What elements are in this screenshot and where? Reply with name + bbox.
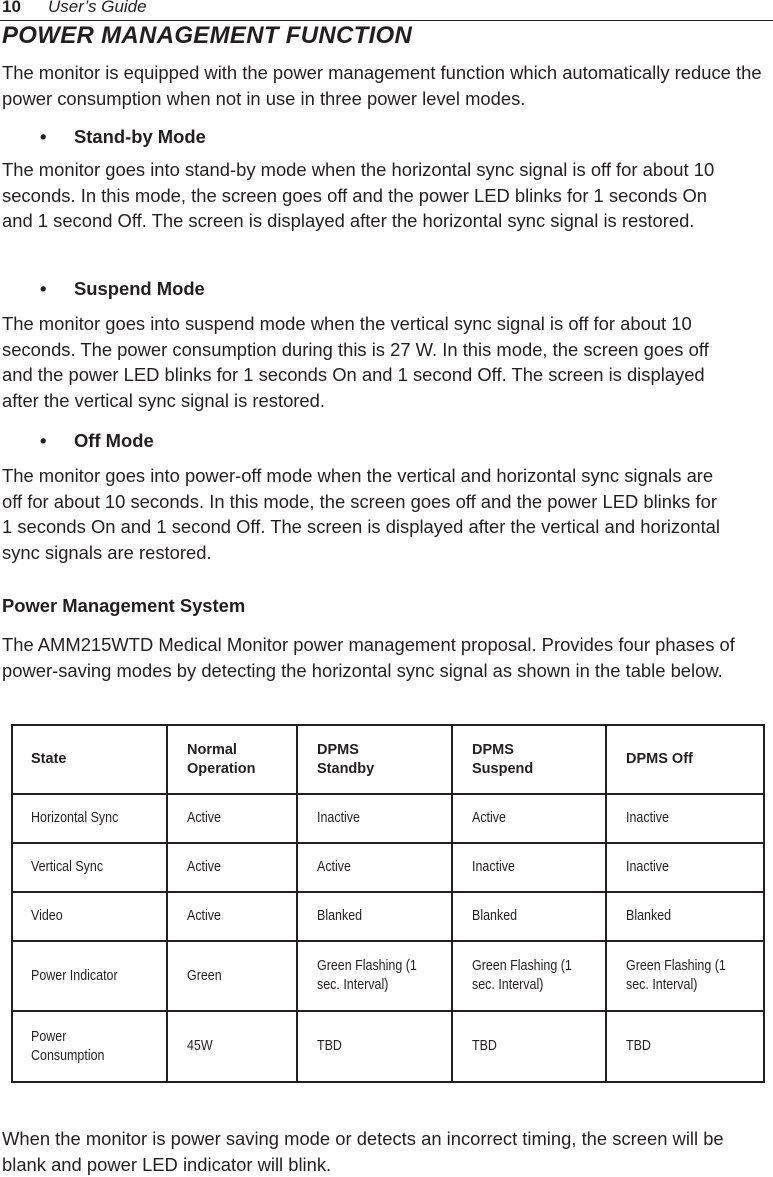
table-cell: TBD: [452, 1011, 606, 1082]
table-cell: Power Consumption: [12, 1011, 167, 1082]
page-header: [0, 0, 773, 21]
table-cell: Blanked: [297, 892, 452, 941]
off-mode-description: The monitor goes into power-off mode when the vertical and horizontal sync signals are off for about 10 seconds. In this mode, the screen goes off and the power LED blinks for 1 seconds On and 1 second Off. The screen is displayed after the vertical and horizontal sync signals are restored.: [2, 465, 720, 563]
guide-label: User’s Guide: [48, 0, 147, 16]
page-number: 10: [2, 0, 21, 16]
power-management-system-intro: The AMM215WTD Medical Monitor power management proposal. Provides four phases of power-saving modes by detecting the horizontal sync signal as shown in the table below.: [2, 634, 735, 681]
table-cell: Inactive: [297, 794, 452, 843]
table-cell: Blanked: [606, 892, 764, 941]
table-row: [12, 892, 764, 941]
table-cell: Active: [167, 794, 297, 843]
standby-mode-label: Stand-by Mode: [74, 126, 206, 147]
table-cell: Green Flashing (1 sec. Interval): [452, 941, 606, 1011]
bullet-icon: •: [40, 126, 47, 147]
table-cell: Active: [167, 892, 297, 941]
table-cell: Video: [12, 892, 167, 941]
table-cell: Active: [167, 843, 297, 892]
footer-note: When the monitor is power saving mode or detects an incorrect timing, the screen will be blank and power LED indicator will blink.: [2, 1128, 724, 1175]
table-cell: Green: [167, 941, 297, 1011]
off-mode-heading: [40, 428, 154, 454]
suspend-mode-label: Suspend Mode: [74, 278, 205, 299]
table-cell: TBD: [297, 1011, 452, 1082]
standby-mode-heading: [40, 124, 206, 150]
table-cell: TBD: [606, 1011, 764, 1082]
table-cell: Inactive: [606, 843, 764, 892]
table-header-row: [12, 725, 764, 794]
header-dpms-off: DPMS Off: [606, 725, 764, 794]
table-row: [12, 794, 764, 843]
bullet-icon: •: [40, 430, 47, 451]
table-cell: Blanked: [452, 892, 606, 941]
header-dpms-suspend: DPMS Suspend: [452, 725, 606, 794]
table-cell: 45W: [167, 1011, 297, 1082]
off-mode-label: Off Mode: [74, 430, 154, 451]
standby-mode-description: The monitor goes into stand-by mode when the horizontal sync signal is off for about 10 seconds. In this mode, the screen goes off and the power LED blinks for 1 seconds On and 1 second Off. The screen is displayed after the horizontal sync signal is restored.: [2, 159, 715, 231]
power-management-system-heading: Power Management System: [2, 595, 246, 616]
table-cell: Power Indicator: [12, 941, 167, 1011]
table-cell: Inactive: [452, 843, 606, 892]
section-title: POWER MANAGEMENT FUNCTION: [2, 22, 413, 49]
table-cell: Active: [297, 843, 452, 892]
suspend-mode-description: The monitor goes into suspend mode when the vertical sync signal is off for about 10 seconds. The power consumption during this is 27 W. In this mode, the screen goes off and the power LED blinks for 1 seconds On and 1 second Off. The screen is displayed after the vertical sync signal is restored.: [2, 313, 709, 411]
table-row: [12, 843, 764, 892]
table-cell: Active: [452, 794, 606, 843]
suspend-mode-heading: [40, 276, 205, 302]
bullet-icon: •: [40, 278, 47, 299]
table-cell: Vertical Sync: [12, 843, 167, 892]
table-cell: Green Flashing (1 sec. Interval): [606, 941, 764, 1011]
table-cell: Horizontal Sync: [12, 794, 167, 843]
table-cell: Inactive: [606, 794, 764, 843]
header-state: State: [12, 725, 167, 794]
header-dpms-standby: DPMS Standby: [297, 725, 452, 794]
table-row: [12, 1011, 764, 1082]
table-cell: Green Flashing (1 sec. Interval): [297, 941, 452, 1011]
table-row: [12, 941, 764, 1011]
header-normal-operation: Normal Operation: [167, 725, 297, 794]
power-management-table: [11, 724, 765, 1083]
intro-paragraph: The monitor is equipped with the power management function which automatically reduce the power consumption when not in use in three power level modes.: [2, 62, 762, 109]
